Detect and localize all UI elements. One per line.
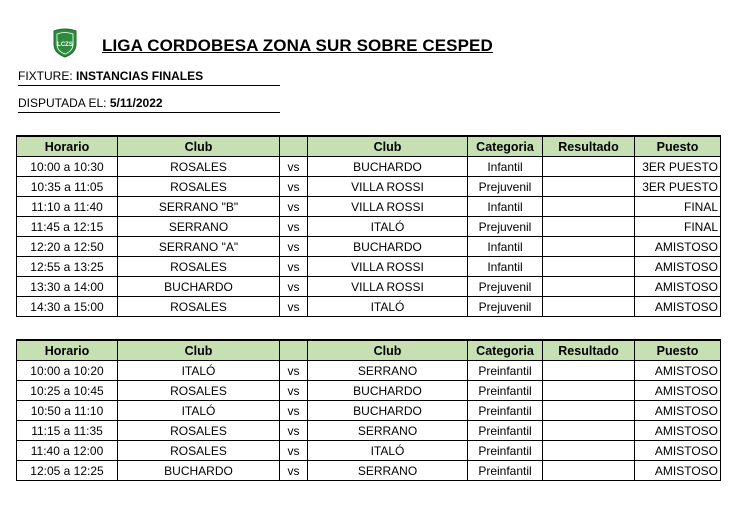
cell-club-home: SERRANO "A" (118, 237, 280, 257)
cell-club-home: ITALÓ (118, 361, 280, 381)
table-header-row (17, 136, 721, 157)
shield-icon (52, 28, 78, 58)
date-line (18, 94, 280, 113)
column-header-puesto: Puesto (635, 340, 721, 361)
cell-vs: vs (280, 361, 308, 381)
cell-club-home: ROSALES (118, 157, 280, 177)
cell-club-home: ROSALES (118, 177, 280, 197)
cell-club-away: BUCHARDO (308, 237, 468, 257)
cell-horario: 12:20 a 12:50 (17, 237, 118, 257)
cell-horario: 10:00 a 10:20 (17, 361, 118, 381)
cell-puesto: AMISTOSO (635, 461, 721, 481)
cell-puesto: AMISTOSO (635, 361, 721, 381)
cell-club-away: BUCHARDO (308, 157, 468, 177)
cell-categoria: Infantil (468, 257, 543, 277)
cell-club-home: ROSALES (118, 441, 280, 461)
cell-puesto: AMISTOSO (635, 277, 721, 297)
cell-club-away: ITALÓ (308, 297, 468, 317)
cell-categoria: Preinfantil (468, 401, 543, 421)
cell-horario: 10:25 a 10:45 (17, 381, 118, 401)
cell-vs: vs (280, 157, 308, 177)
column-header-categoria: Categoria (468, 136, 543, 157)
cell-categoria: Prejuvenil (468, 217, 543, 237)
cell-puesto: 3ER PUESTO (635, 177, 721, 197)
cell-puesto: AMISTOSO (635, 297, 721, 317)
cell-categoria: Prejuvenil (468, 297, 543, 317)
cell-horario: 11:40 a 12:00 (17, 441, 118, 461)
table-row (17, 177, 721, 197)
cell-club-away: SERRANO (308, 421, 468, 441)
page-title: LIGA CORDOBESA ZONA SUR SOBRE CESPED (102, 36, 493, 55)
cell-club-away: VILLA ROSSI (308, 177, 468, 197)
cell-club-away: SERRANO (308, 361, 468, 381)
cell-resultado (543, 421, 635, 441)
cell-horario: 14:30 a 15:00 (17, 297, 118, 317)
cell-horario: 13:30 a 14:00 (17, 277, 118, 297)
cell-puesto: FINAL (635, 197, 721, 217)
cell-categoria: Preinfantil (468, 441, 543, 461)
cell-vs: vs (280, 297, 308, 317)
logo-text: LCZS (57, 42, 73, 48)
table-row (17, 237, 721, 257)
column-header-club-home: Club (118, 340, 280, 361)
table-row (17, 257, 721, 277)
column-header-vs (280, 340, 308, 361)
cell-horario: 11:45 a 12:15 (17, 217, 118, 237)
cell-club-away: BUCHARDO (308, 401, 468, 421)
cell-vs: vs (280, 277, 308, 297)
cell-categoria: Infantil (468, 197, 543, 217)
cell-categoria: Preinfantil (468, 421, 543, 441)
cell-club-home: BUCHARDO (118, 461, 280, 481)
cell-club-away: ITALÓ (308, 217, 468, 237)
column-header-puesto: Puesto (635, 136, 721, 157)
cell-horario: 12:55 a 13:25 (17, 257, 118, 277)
fixture-value: INSTANCIAS FINALES (76, 69, 204, 83)
cell-categoria: Prejuvenil (468, 277, 543, 297)
cell-horario: 10:00 a 10:30 (17, 157, 118, 177)
cell-vs: vs (280, 197, 308, 217)
cell-puesto: AMISTOSO (635, 381, 721, 401)
column-header-club-away: Club (308, 136, 468, 157)
table-row (17, 297, 721, 317)
cell-club-home: BUCHARDO (118, 277, 280, 297)
cell-categoria: Preinfantil (468, 461, 543, 481)
cell-puesto: AMISTOSO (635, 237, 721, 257)
cell-puesto: AMISTOSO (635, 401, 721, 421)
cell-resultado (543, 237, 635, 257)
cell-club-away: BUCHARDO (308, 381, 468, 401)
cell-club-home: ITALÓ (118, 401, 280, 421)
cell-resultado (543, 217, 635, 237)
cell-puesto: AMISTOSO (635, 441, 721, 461)
column-header-club-away: Club (308, 340, 468, 361)
cell-vs: vs (280, 401, 308, 421)
cell-club-home: ROSALES (118, 381, 280, 401)
column-header-vs (280, 136, 308, 157)
cell-horario: 11:10 a 11:40 (17, 197, 118, 217)
table-row (17, 401, 721, 421)
cell-categoria: Preinfantil (468, 361, 543, 381)
cell-categoria: Prejuvenil (468, 177, 543, 197)
cell-club-away: SERRANO (308, 461, 468, 481)
column-header-categoria: Categoria (468, 340, 543, 361)
cell-resultado (543, 157, 635, 177)
column-header-resultado: Resultado (543, 340, 635, 361)
cell-puesto: FINAL (635, 217, 721, 237)
cell-resultado (543, 297, 635, 317)
cell-club-away: ITALÓ (308, 441, 468, 461)
cell-vs: vs (280, 441, 308, 461)
cell-vs: vs (280, 421, 308, 441)
cell-horario: 10:50 a 11:10 (17, 401, 118, 421)
table-row (17, 277, 721, 297)
cell-puesto: 3ER PUESTO (635, 157, 721, 177)
table-row (17, 361, 721, 381)
fixture-label: FIXTURE: (18, 69, 77, 83)
table-row (17, 441, 721, 461)
cell-club-home: ROSALES (118, 421, 280, 441)
fixture-table-2 (16, 339, 721, 481)
table-row (17, 421, 721, 441)
column-header-horario: Horario (17, 340, 118, 361)
cell-puesto: AMISTOSO (635, 257, 721, 277)
cell-categoria: Preinfantil (468, 381, 543, 401)
cell-resultado (543, 461, 635, 481)
cell-club-home: ROSALES (118, 257, 280, 277)
table-row (17, 461, 721, 481)
table-header-row (17, 340, 721, 361)
cell-vs: vs (280, 381, 308, 401)
cell-horario: 11:15 a 11:35 (17, 421, 118, 441)
cell-puesto: AMISTOSO (635, 421, 721, 441)
cell-vs: vs (280, 217, 308, 237)
date-label: DISPUTADA EL: (18, 96, 110, 110)
cell-club-away: VILLA ROSSI (308, 277, 468, 297)
cell-club-away: VILLA ROSSI (308, 197, 468, 217)
table-row (17, 157, 721, 177)
cell-resultado (543, 441, 635, 461)
cell-vs: vs (280, 257, 308, 277)
cell-horario: 12:05 a 12:25 (17, 461, 118, 481)
table-row (17, 381, 721, 401)
fixture-table-1 (16, 135, 721, 317)
cell-horario: 10:35 a 11:05 (17, 177, 118, 197)
cell-categoria: Infantil (468, 157, 543, 177)
column-header-club-home: Club (118, 136, 280, 157)
cell-resultado (543, 257, 635, 277)
cell-club-home: SERRANO "B" (118, 197, 280, 217)
cell-resultado (543, 197, 635, 217)
cell-vs: vs (280, 461, 308, 481)
cell-resultado (543, 277, 635, 297)
cell-vs: vs (280, 177, 308, 197)
table-row (17, 217, 721, 237)
cell-club-home: ROSALES (118, 297, 280, 317)
cell-resultado (543, 401, 635, 421)
fixture-line (18, 67, 280, 86)
table-row (17, 197, 721, 217)
date-value: 5/11/2022 (109, 96, 163, 110)
cell-resultado (543, 381, 635, 401)
column-header-horario: Horario (17, 136, 118, 157)
cell-resultado (543, 361, 635, 381)
cell-resultado (543, 177, 635, 197)
cell-categoria: Infantil (468, 237, 543, 257)
cell-vs: vs (280, 237, 308, 257)
cell-club-away: VILLA ROSSI (308, 257, 468, 277)
cell-club-home: SERRANO (118, 217, 280, 237)
column-header-resultado: Resultado (543, 136, 635, 157)
league-logo (52, 28, 78, 58)
